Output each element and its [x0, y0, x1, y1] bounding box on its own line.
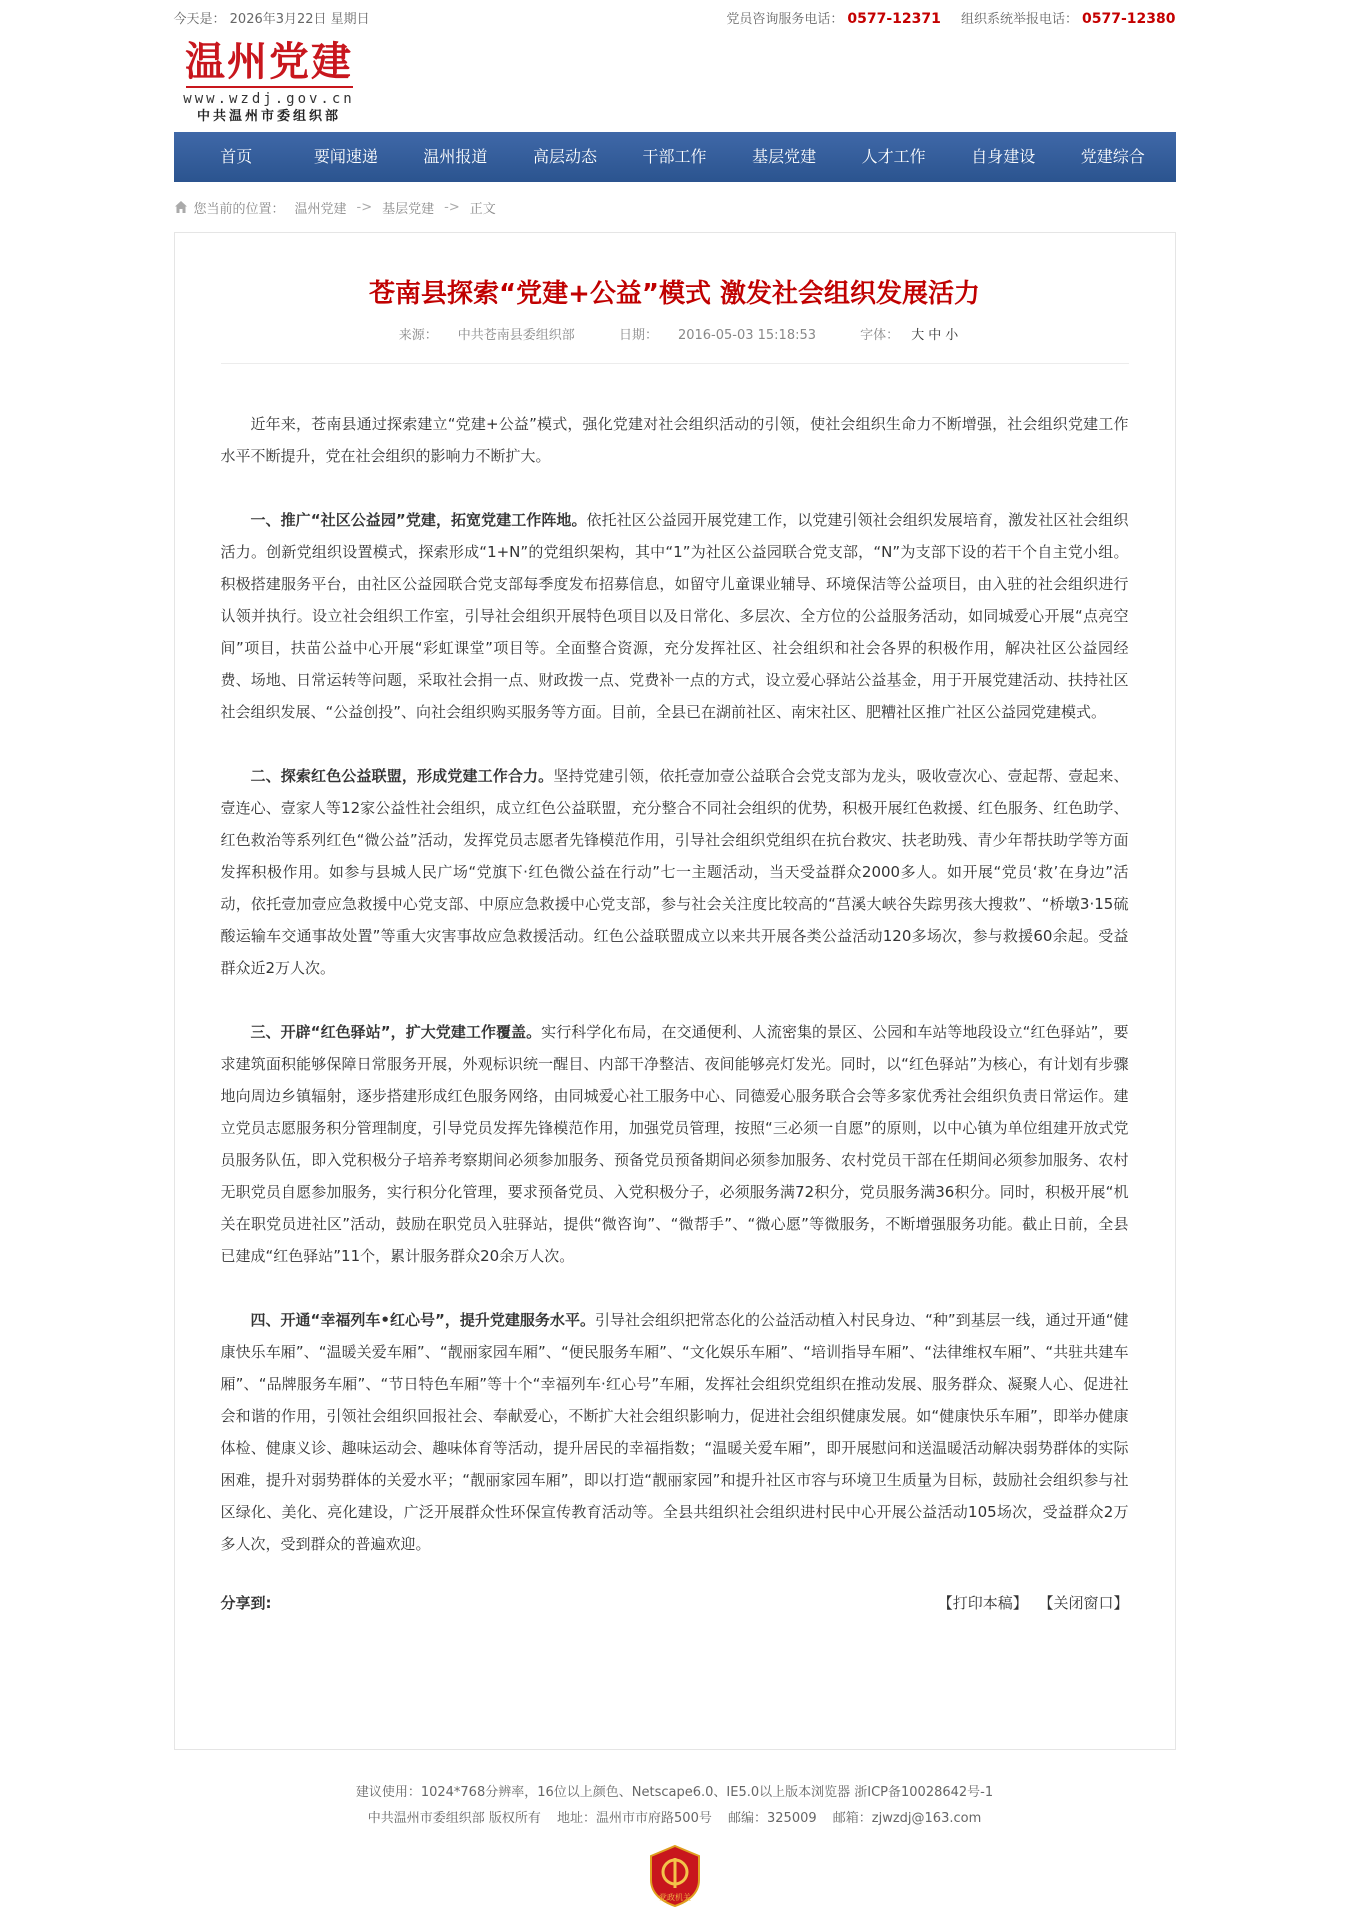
article-date: 日期： 2016-05-03 15:18:53	[618, 328, 817, 343]
breadcrumb-sep: ->	[444, 199, 460, 215]
footer-postcode: 邮编：325009	[728, 1811, 817, 1826]
article-paragraph: 三、开辟“红色驿站”，扩大党建工作覆盖。实行科学化布局，在交通便利、人流密集的景区、公园和车站等地段设立“红色驿站”，要求建筑面积能够保障日常服务开展，外观标识统一醒目、内部干净整洁、夜间能够亮灯发光。同时，以“红色驿站”为核心，有计划有步骤地向周边乡镇辐射，逐步搭建形成红色服务网络，由同城爱心社工服务中心、同德爱心服务联合会等多家优秀社会组织负责日常运作。建立党员志愿服务积分管理制度，引导党员发挥先锋模范作用，加强党员管理，按照“三必须一自愿”的原则，以中心镇为单位组建开放式党员服务队伍，即入党积极分子培养考察期间必须参加服务、预备党员预备期间必须参加服务、农村党员干部在任期间必须参加服务、农村无职党员自愿参加服务，实行积分化管理，要求预备党员、入党积极分子，必须服务满72积分，党员服务满36积分。同时，积极开展“机关在职党员进社区”活动，鼓励在职党员入驻驿站，提供“微咨询”、“微帮手”、“微心愿”等微服务，不断增强服务功能。截止日前，全县已建成“红色驿站”11个，累计服务群众20余万人次。	[220, 1023, 1129, 1265]
breadcrumb-level2[interactable]: 基层党建	[382, 201, 435, 217]
breadcrumb-sep: ->	[356, 199, 373, 215]
nav-news[interactable]: 要闻速递	[313, 147, 378, 166]
article-source: 来源： 中共苍南县委组织部	[398, 328, 575, 343]
logo-org: 中共温州市委组织部	[196, 109, 341, 124]
report-label: 组织系统举报电话：	[961, 11, 1079, 27]
print-button[interactable]: 【打印本稿】	[937, 1594, 1028, 1612]
section-heading: 二、探索红色公益联盟，形成党建工作合力。	[250, 767, 554, 785]
article-paragraph: 近年来，苍南县通过探索建立“党建+公益”模式，强化党建对社会组织活动的引领，使社会组织生命力不断增强，社会组织党建工作水平不断提升，党在社会组织的影响力不断扩大。	[220, 415, 1129, 465]
article-paragraph: 二、探索红色公益联盟，形成党建工作合力。坚持党建引领，依托壹加壹公益联合会党支部为龙头，吸收壹次心、壹起帮、壹起来、壹连心、壹家人等12家公益性社会组织，成立红色公益联盟，充分整合不同社会组织的优势，积极开展红色救援、红色服务、红色助学、红色救治等系列红色“微公益”活动，发挥党员志愿者先锋模范作用，引导社会组织党组织在抗台救灾、扶老助残、青少年帮扶助学等方面发挥积极作用。如参与县城人民广场“党旗下·红色微公益在行动”七一主题活动，当天受益群众2000多人。如开展“党员‘救’在身边”活动，依托壹加壹应急救援中心党支部、中原应急救援中心党支部，参与社会关注度比较高的“莒溪大峡谷失踪男孩大搜救”、“桥墩3·15硫酸运输车交通事故处置”等重大灾害事故应急救援活动。红色公益联盟成立以来共开展各类公益活动120多场次，参与救援60余起。受益群众近2万人次。	[220, 767, 1129, 977]
home-icon	[174, 200, 188, 214]
article-meta	[221, 324, 1129, 364]
breadcrumb-level1[interactable]: 温州党建	[294, 201, 347, 217]
badge-text: 党政机关	[658, 1893, 691, 1902]
nav-home[interactable]: 首页	[220, 147, 253, 166]
section-heading: 一、推广“社区公益园”党建，拓宽党建工作阵地。	[250, 511, 587, 529]
date-area	[174, 8, 370, 27]
party-government-badge-icon[interactable]	[647, 1844, 703, 1908]
section-heading: 三、开辟“红色驿站”，扩大党建工作覆盖。	[250, 1023, 542, 1041]
header	[174, 32, 1176, 132]
share-label: 分享到:	[220, 1594, 272, 1612]
hotline-label: 党员咨询服务电话：	[726, 11, 844, 27]
top-bar	[174, 0, 1176, 32]
nav-grassroots[interactable]: 基层党建	[752, 147, 817, 166]
nav-talent[interactable]: 人才工作	[861, 147, 926, 166]
nav-comprehensive[interactable]: 党建综合	[1080, 147, 1145, 166]
footer-email: 邮箱：zjwzdj@163.com	[832, 1811, 982, 1826]
font-size-switch: 字体： 大 中 小	[860, 328, 959, 343]
site-logo[interactable]	[182, 40, 357, 126]
nav-cadre-work[interactable]: 干部工作	[642, 147, 707, 166]
footer-browser-tip: 建议使用：1024*768分辨率，16位以上颜色、Netscape6.0、IE5.0以上版本浏览器	[355, 1785, 851, 1800]
article-actions	[932, 1592, 1129, 1613]
logo-divider	[186, 86, 353, 88]
share-bar	[221, 1592, 1129, 1613]
hotline-number: 0577-12371	[847, 10, 941, 27]
footer	[174, 1780, 1176, 1908]
section-heading: 四、开通“幸福列车•红心号”，提升党建服务水平。	[250, 1311, 595, 1329]
article-title: 苍南县探索“党建+公益”模式 激发社会组织发展活力	[368, 279, 980, 309]
breadcrumb-level3: 正文	[469, 201, 496, 217]
close-window-button[interactable]: 【关闭窗口】	[1038, 1594, 1129, 1612]
font-large-button[interactable]: 大	[911, 328, 925, 343]
logo-title: 温州党建	[185, 38, 353, 85]
hotline-area	[722, 8, 1175, 27]
footer-address: 地址：温州市市府路500号	[557, 1811, 712, 1826]
logo-url: www.wzdj.gov.cn	[183, 91, 355, 107]
article-paragraph: 四、开通“幸福列车•红心号”，提升党建服务水平。引导社会组织把常态化的公益活动植入村民身边、“种”到基层一线，通过开通“健康快乐车厢”、“温暖关爱车厢”、“靓丽家园车厢”、“便民服务车厢”、“文化娱乐车厢”、“培训指导车厢”、“法律维权车厢”、“共驻共建车厢”、“品牌服务车厢”、“节日特色车厢”等十个“幸福列车·红心号”车厢，发挥社会组织党组织在推动发展、服务群众、凝聚人心、促进社会和谐的作用，引领社会组织回报社会、奉献爱心，不断扩大社会组织影响力，促进社会组织健康发展。如“健康快乐车厢”，即举办健康体检、健康义诊、趣味运动会、趣味体育等活动，提升居民的幸福指数；“温暖关爱车厢”，即开展慰问和送温暖活动解决弱势群体的实际困难，提升对弱势群体的关爱水平；“靓丽家园车厢”，即以打造“靓丽家园”和提升社区市容与环境卫生质量为目标，鼓励社会组织参与社区绿化、美化、亮化建设，广泛开展群众性环保宣传教育活动等。全县共组织社会组织进村民中心开展公益活动105场次，受益群众2万多人次，受到群众的普遍欢迎。	[220, 1311, 1129, 1553]
page	[174, 0, 1176, 1908]
icp-link[interactable]: 浙ICP备10028642号-1	[854, 1785, 994, 1800]
date-label: 今天是：	[173, 11, 226, 27]
footer-copyright: 中共温州市委组织部 版权所有	[367, 1811, 541, 1826]
nav-wenzhou-report[interactable]: 温州报道	[423, 147, 488, 166]
article-paragraph: 一、推广“社区公益园”党建，拓宽党建工作阵地。依托社区公益园开展党建工作，以党建引领社会组织发展培育，激发社区社会组织活力。创新党组织设置模式，探索形成“1+N”的党组织架构，其中“1”为社区公益园联合党支部，“N”为支部下设的若干个自主党小组。积极搭建服务平台，由社区公益园联合党支部每季度发布招募信息，如留守儿童课业辅导、环境保洁等公益项目，由入驻的社会组织进行认领并执行。设立社会组织工作室，引导社会组织开展特色项目以及日常化、多层次、全方位的公益服务活动，如同城爱心开展“点亮空间”项目，扶苗公益中心开展“彩虹课堂”项目等。全面整合资源，充分发挥社区、社会组织和社会各界的积极作用，解决社区公益园经费、场地、日常运转等问题，采取社会捐一点、财政拨一点、党费补一点的方式，设立爱心驿站公益基金，用于开展党建活动、扶持社区社会组织发展、“公益创投”、向社会组织购买服务等方面。目前，全县已在湖前社区、南宋社区、肥糟社区推广社区公益园党建模式。	[220, 511, 1129, 721]
font-medium-button[interactable]: 中	[928, 328, 942, 343]
nav-high-level[interactable]: 高层动态	[532, 147, 597, 166]
nav-self-build[interactable]: 自身建设	[971, 147, 1036, 166]
article-container	[174, 232, 1176, 1750]
font-small-button[interactable]: 小	[945, 328, 959, 343]
footer-line1	[174, 1780, 1176, 1806]
main-nav	[174, 132, 1176, 182]
article-body	[221, 408, 1129, 1560]
date-value: 2026年3月22日 星期日	[229, 11, 370, 27]
report-number: 0577-12380	[1082, 10, 1176, 27]
footer-line2	[174, 1806, 1176, 1832]
breadcrumb	[174, 182, 1176, 232]
breadcrumb-prefix: 您当前的位置：	[193, 201, 285, 217]
